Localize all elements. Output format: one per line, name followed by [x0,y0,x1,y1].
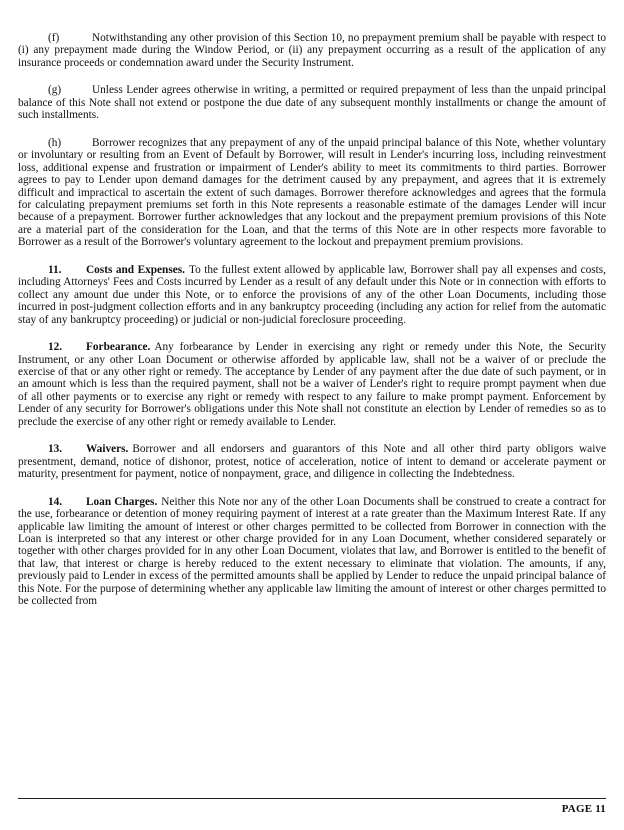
section-13-waivers [18,443,606,480]
page-number: PAGE 11 [561,803,606,815]
section-14-loan-charges [18,496,606,608]
paragraph-text: Notwithstanding any other provision of this Section 10, no prepayment premium shall be payable with respect to (i) any prepayment made during the Window Period, or (ii) any prepayment occurring as a result of the application of any insurance proceeds or condemnation award under the Security Instrument. [18,32,606,69]
section-number: 14. [48,495,63,508]
section-title: Costs and Expenses. [86,263,185,276]
section-11-costs-and-expenses [18,264,606,326]
footer-divider [18,798,606,799]
section-number: 12. [48,341,63,354]
paragraph-label: (h) [48,136,62,149]
section-text: Neither this Note nor any of the other Loan Documents shall be construed to create a contract for the use, forbearance or detention of money requiring payment of interest at a rate greater than the Maximum Interest Rate. If any applicable law limiting the amount of interest or other charges permitted to be collected from Borrower in connection with the Loan is interpreted so that any interest or other charge provided for in any Loan Document, whether considered separately or together with other charges provided for in any other Loan Document, violates that law, and Borrower is entitled to the benefit of that law, that interest or charge is hereby reduced to the extent necessary to eliminate that violation. The amounts, if any, previously paid to Lender in excess of the permitted amounts shall be applied by Lender to reduce the unpaid principal balance of this Note. For the purpose of determining whether any applicable law limiting the amount of interest or other charges permitted to be collected from [18,495,606,608]
section-number: 13. [48,443,63,456]
document-body [18,32,606,623]
section-text: Any forbearance by Lender in exercising any right or remedy under this Note, the Security Instrument, or any other Loan Document or otherwise afforded by applicable law, shall not be a waiver of or preclude the exercise of that or any other right or remedy. The acceptance by Lender of any payment after the due date of such payment, or in an amount which is less than the required payment, shall not be a waiver of Lender's right to require prompt payment when due of all other payments or to exercise any right or remedy with respect to any failure to make prompt payment. Enforcement by Lender of any security for Borrower's obligations under this Note shall not constitute an election by Lender of remedies so as to preclude the exercise of any other right or remedy available to Lender. [18,341,606,428]
section-title: Forbearance. [86,341,151,354]
paragraph-text: Unless Lender agrees otherwise in writing, a permitted or required prepayment of less than the unpaid principal balance of this Note shall not extend or postpone the due date of any subsequent monthly installments or change the amount of such installments. [18,84,606,122]
section-number: 11. [48,263,62,276]
section-12-forbearance [18,341,606,428]
paragraph-h [18,137,606,249]
paragraph-text: Borrower recognizes that any prepayment of any of the unpaid principal balance of this Note, whether voluntary or involuntary or resulting from an Event of Default by Borrower, will result in Lender's incurring loss, including reinvestment loss, additional expense and frustration or impairment of Lender's ability to meet its commitments to third parties. Borrower agrees to pay to Lender upon demand damages for the detriment caused by any prepayment, and agrees that it is extremely difficult and impractical to ascertain the extent of such damages. Borrower therefore acknowledges and agrees that the formula for calculating prepayment premiums set forth in this Note represents a reasonable estimate of the damages Lender will incur because of a prepayment. Borrower further acknowledges that any lockout and the prepayment premium provisions of this Note are a material part of the consideration for the Loan, and that the terms of this Note are in other respects more favorable to Borrower as a result of the Borrower's voluntary agreement to the lockout and prepayment premium provisions. [18,136,606,249]
section-title: Waivers. [86,443,129,456]
paragraph-f [18,32,606,69]
paragraph-label: (f) [48,32,60,44]
section-text: To the fullest extent allowed by applicable law, Borrower shall pay all expenses and costs, including Attorneys' Fees and Costs incurred by Lender as a result of any default under this Note or in connection with efforts to collect any amount due under this Note, or to enforce the provisions of any of the other Loan Documents, including those incurred in post-judgment collection efforts and in any bankruptcy proceeding (including any action for relief from the automatic stay of any bankruptcy proceeding) or judicial or non-judicial foreclosure proceeding. [18,263,606,326]
paragraph-g [18,84,606,121]
section-title: Loan Charges. [86,495,158,508]
section-text: Borrower and all endorsers and guarantors of this Note and all other third party obligors waive presentment, demand, notice of dishonor, protest, notice of acceleration, notice of intent to demand or accelerate payment or maturity, presentment for payment, notice of nonpayment, grace, and diligence in collecting the Indebtedness. [18,443,606,481]
paragraph-label: (g) [48,84,62,97]
